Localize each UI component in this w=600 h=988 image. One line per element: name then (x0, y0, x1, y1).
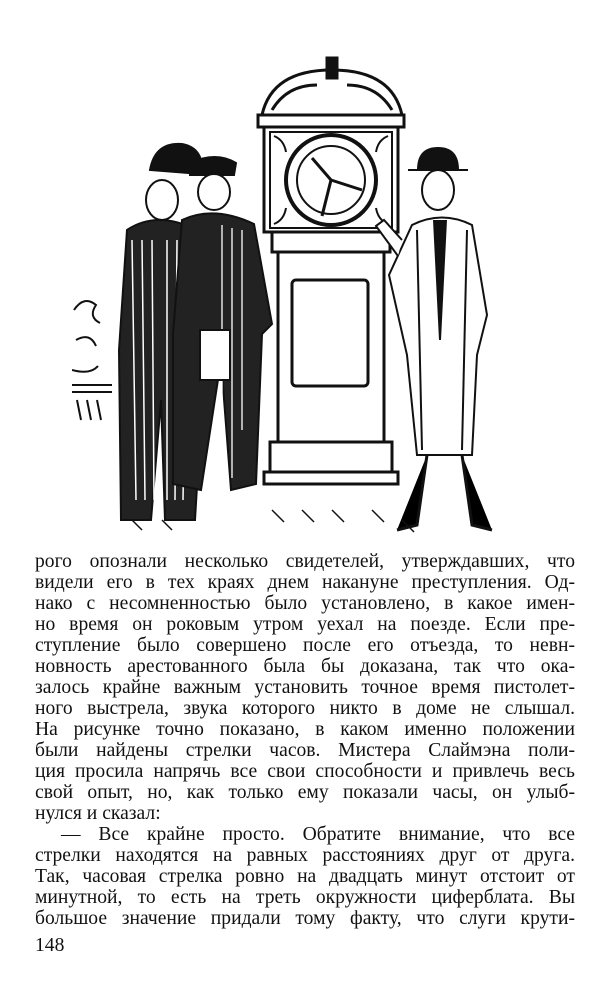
text-line: ция просила напрячь все свои способности и привлечь весь (35, 761, 575, 782)
text-line: свой опыт, но, как только ему показали часы, он улыб- (35, 782, 575, 803)
text-line: видели его в тех краях днем накануне преступления. Од- (35, 572, 575, 593)
text-line: На рисунке точно показано, в каком именно положении (35, 719, 575, 740)
body-text (35, 551, 575, 929)
text-line: Так, часовая стрелка ровно на двадцать минут отстоит от (35, 866, 575, 887)
text-line: минутной, то есть на треть окружности циферблата. Вы (35, 887, 575, 908)
page-number: 148 (35, 935, 65, 956)
background-ornament (72, 301, 112, 420)
text-line: стрелки находятся на равных расстояниях друг от друга. (35, 845, 575, 866)
clock-scene-illustration (72, 40, 522, 540)
grandfather-clock (258, 58, 404, 484)
text-line: — Все крайне просто. Обратите внимание, что все (61, 824, 575, 845)
text-line: но время он роковым утром уехал на поезде. Если пре- (35, 614, 575, 635)
text-line: ступление было совершено после его отъезда, то невн- (35, 635, 575, 656)
text-line: нако с несомненностью было установлено, в какое имен- (35, 593, 575, 614)
text-line: новность арестованного была бы доказана, так что ока- (35, 656, 575, 677)
text-line: рого опознали несколько свидетелей, утверждавших, что (35, 551, 575, 572)
text-line: большое значение придали тому факту, что слуги крути- (35, 908, 575, 929)
text-line: нулся и сказал: (35, 803, 161, 824)
constable-figure (173, 157, 272, 490)
text-line: были найдены стрелки часов. Мистера Слаймэна поли- (35, 740, 575, 761)
text-line: залось крайне важным установить точное время пистолет- (35, 677, 575, 698)
text-line: ного выстрела, звука которого никто в доме не слышал. (35, 698, 575, 719)
clock-hands (312, 158, 362, 216)
